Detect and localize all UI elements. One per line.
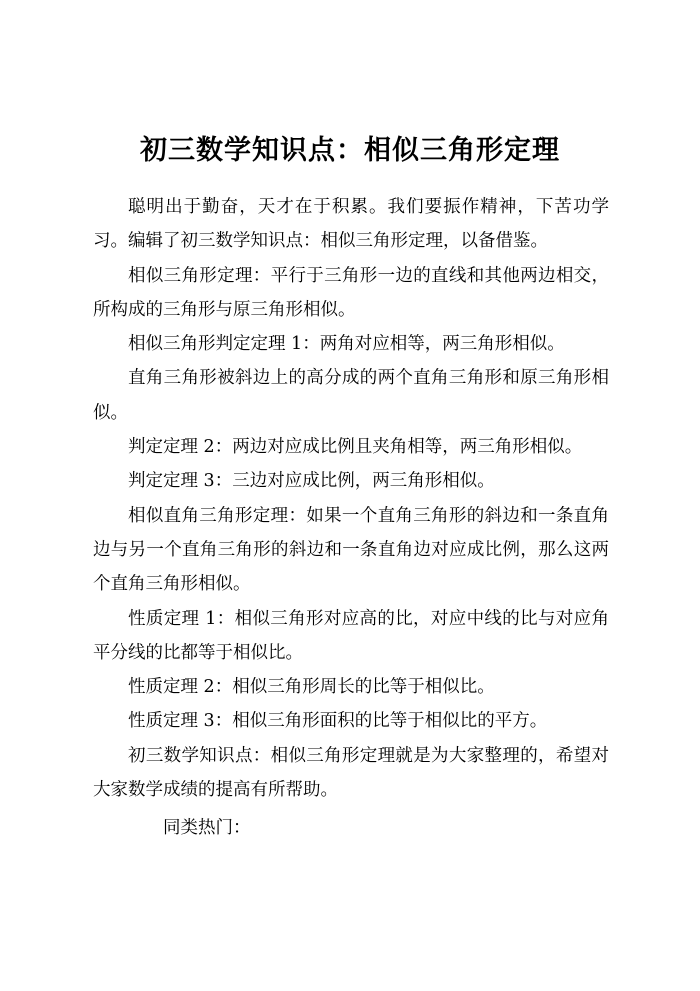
- paragraph-property-1: 性质定理 1：相似三角形对应高的比，对应中线的比与对应角平分线的比都等于相似比。: [93, 608, 609, 663]
- paragraph-property-3: 性质定理 3：相似三角形面积的比等于相似比的平方。: [128, 711, 548, 732]
- paragraph-intro: 聪明出于勤奋，天才在于积累。我们要振作精神，下苦功学习。编辑了初三数学知识点：相似三角形定理，以备借鉴。: [93, 197, 609, 252]
- paragraph-right-triangle-altitude: 直角三角形被斜边上的高分成的两个直角三角形和原三角形相似。: [93, 368, 609, 423]
- paragraph-criterion-3: 判定定理 3：三边对应成比例，两三角形相似。: [128, 471, 495, 492]
- paragraph-criterion-2: 判定定理 2：两边对应成比例且夹角相等，两三角形相似。: [128, 437, 583, 458]
- paragraph-criterion-1: 相似三角形判定定理 1：两角对应相等，两三角形相似。: [128, 334, 565, 355]
- paragraph-closing: 初三数学知识点：相似三角形定理就是为大家整理的，希望对大家数学成绩的提高有所帮助。: [93, 745, 609, 801]
- paragraph-similar-triangle-theorem: 相似三角形定理：平行于三角形一边的直线和其他两边相交，所构成的三角形与原三角形相似。: [93, 265, 609, 320]
- paragraph-right-triangle-similarity: 相似直角三角形定理：如果一个直角三角形的斜边和一条直角边与另一个直角三角形的斜边和一条直角边对应成比例，那么这两个直角三角形相似。: [93, 505, 609, 595]
- related-label: 同类热门：: [163, 818, 251, 839]
- document-title: 初三数学知识点：相似三角形定理: [140, 135, 560, 166]
- paragraph-property-2: 性质定理 2：相似三角形周长的比等于相似比。: [128, 677, 495, 698]
- document-body: [93, 190, 609, 846]
